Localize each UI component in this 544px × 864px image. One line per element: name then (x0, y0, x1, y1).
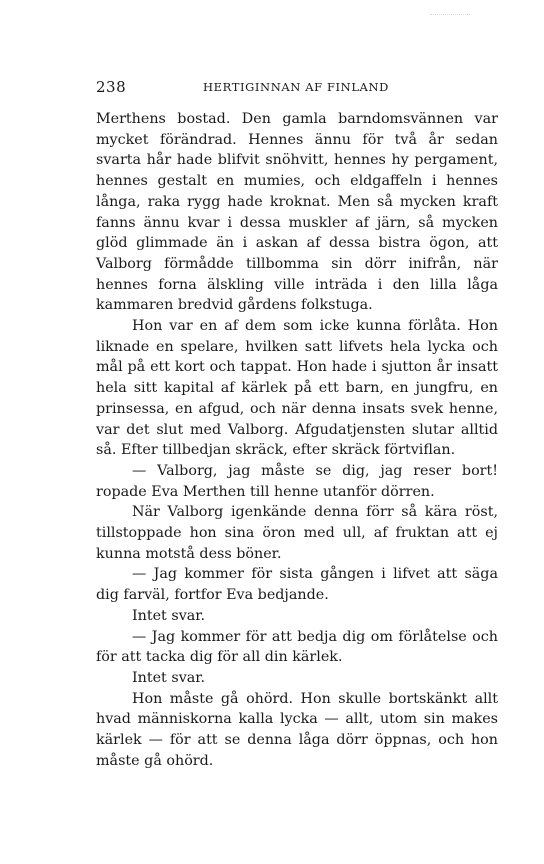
body-text (96, 109, 498, 772)
paragraph-9: Hon måste gå ohörd. Hon skulle bortskänkt allt hvad människorna kalla lycka — allt, utom sin makes kärlek — för att se denna låga dörr öppnas, och hon måste gå ohörd. (96, 690, 498, 769)
paragraph-7: — Jag kommer för att bedja dig om förlåtelse och för att tacka dig för all din kärlek. (96, 628, 498, 666)
paragraph-2: Hon var en af dem som icke kunna förlåta. Hon liknade en spelare, hvilken satt lifvets hela lycka och mål på ett kort och tappat. Hon hade i sjutton år insatt hela sitt kapital af kärlek på ett barn, en jungfru, en prinsessa, en afgud, och när denna insats svek henne, var det slut med Valborg. Afgudatjensten slutar alltid så. Efter tillbedjan skräck, efter skräck förtviflan. (96, 318, 498, 459)
paragraph-8: Intet svar. (132, 669, 206, 686)
paragraph-3: — Valborg, jag måste se dig, jag reser bort! ropade Eva Merthen till henne utanför dörren. (96, 462, 498, 500)
paragraph-6: Intet svar. (132, 607, 206, 624)
paragraph-1: Merthens bostad. Den gamla barndomsvännen var mycket förändrad. Hennes ännu för två år sedan svarta hår hade blifvit snöhvitt, hennes hy pergament, hennes gestalt en mumies, och eldgaffeln i hennes långa, raka rygg hade kroknat. Men så mycken kraft fanns ännu kvar i dessa muskler af järn, så mycken glöd glimmade än i askan af dessa bistra ögon, att Valborg förmådde tillbomma sin dörr inifrån, när hennes forna älskling ville inträda i den lilla låga kammaren bredvid gårdens folkstuga. (96, 111, 498, 314)
page-number: 238 (96, 78, 127, 96)
paragraph-4: När Valborg igenkände denna förr så kära röst, tillstoppade hon sina öron med ull, af fruktan att ej kunna motstå dess böner. (96, 504, 498, 562)
page-header (96, 78, 496, 98)
paper-speck (430, 14, 470, 16)
paragraph-5: — Jag kommer för sista gången i lifvet att säga dig farväl, fortfor Eva bedjande. (96, 566, 498, 604)
running-title: HERTIGINNAN AF FINLAND (203, 80, 389, 94)
